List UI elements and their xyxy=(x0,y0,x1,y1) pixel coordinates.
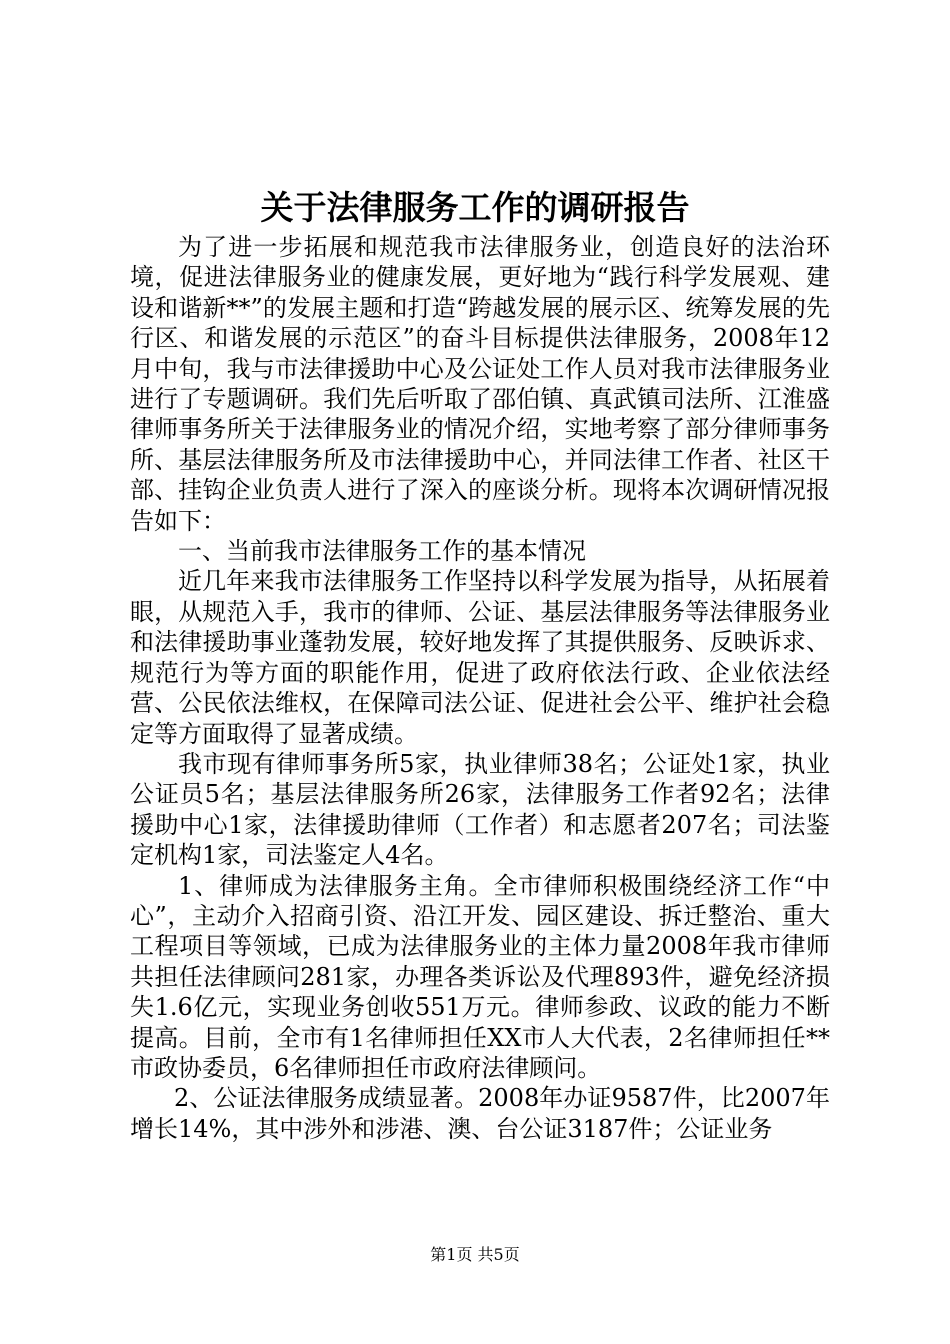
paragraph-notary: 2、公证法律服务成绩显著。2008年办证9587件，比2007年增长14%，其中涉外和涉港、澳、台公证3187件；公证业务 xyxy=(130,1084,830,1143)
section-heading-basic-situation: 一、当前我市法律服务工作的基本情况 xyxy=(178,537,586,566)
paragraph-statistics: 我市现有律师事务所5家，执业律师38名；公证处1家，执业公证员5名；基层法律服务所26家，法律服务工作者92名；法律援助中心1家，法律援助律师（工作者）和志愿者207名；司法鉴定机构1家，司法鉴定人4名。 xyxy=(130,749,830,870)
paragraph-lawyers: 1、律师成为法律服务主角。全市律师积极围绕经济工作“中心”，主动介入招商引资、沿江开发、园区建设、拆迁整治、重大工程项目等领域，已成为法律服务业的主体力量2008年我市律师共担任法律顾问281家，办理各类诉讼及代理893件，避免经济损失1.6亿元，实现业务创收551万元。律师参政、议政的能力不断提高。目前，全市有1名律师担任XX市人大代表，2名律师担任**市政协委员，6名律师担任市政府法律顾问。 xyxy=(130,871,830,1082)
paragraph-intro: 为了进一步拓展和规范我市法律服务业，创造良好的法治环境，促进法律服务业的健康发展，更好地为“践行科学发展观、建设和谐新**”的发展主题和打造“跨越发展的展示区、统筹发展的先行区、和谐发展的示范区”的奋斗目标提供法律服务，2008年12月中旬，我与市法律援助中心及公证处工作人员对我市法律服务业进行了专题调研。我们先后听取了邵伯镇、真武镇司法所、江淮盛律师事务所关于法律服务业的情况介绍，实地考察了部分律师事务所、基层法律服务所及市法律援助中心，并同法律工作者、社区干部、挂钩企业负责人进行了深入的座谈分析。现将本次调研情况报告如下： xyxy=(130,233,830,535)
paragraph-overview: 近几年来我市法律服务工作坚持以科学发展为指导，从拓展着眼，从规范入手，我市的律师、公证、基层法律服务等法律服务业和法律援助事业蓬勃发展，较好地发挥了其提供服务、反映诉求、规范行为等方面的职能作用，促进了政府依法行政、企业依法经营、公民依法维权，在保障司法公证、促进社会公平、维护社会稳定等方面取得了显著成绩。 xyxy=(130,567,830,748)
document-body xyxy=(130,232,830,1144)
page-footer: 第1页 共5页 xyxy=(430,1245,520,1264)
document-title: 关于法律服务工作的调研报告 xyxy=(260,188,690,227)
